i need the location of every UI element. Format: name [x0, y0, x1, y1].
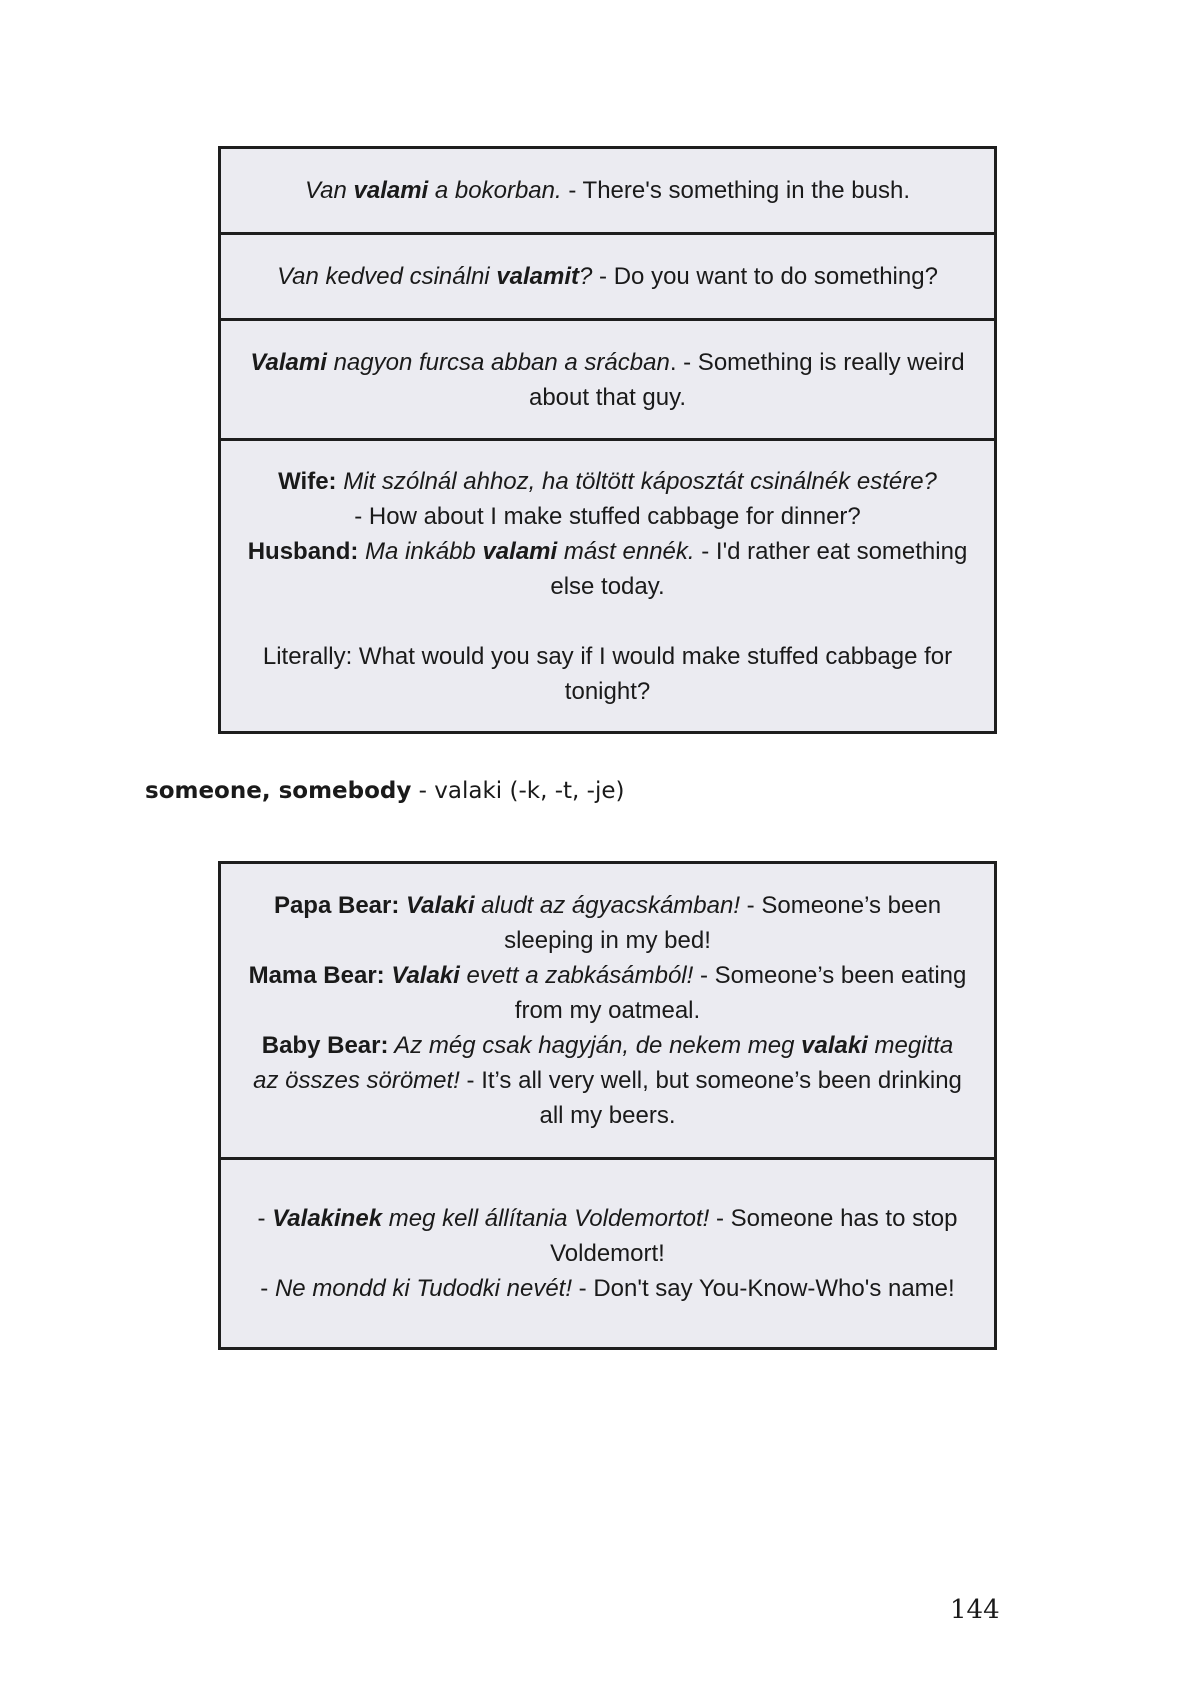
example-sentence — [247, 259, 968, 294]
hungarian-text: Ma inkább — [358, 537, 483, 565]
mama-bear-line — [247, 958, 968, 1028]
hungarian-text: Ne mondd ki Tudodki nevét! — [274, 1275, 573, 1302]
hungarian-text: megitta az összes sörömet! — [253, 1032, 954, 1094]
dialogue-line — [247, 1271, 968, 1306]
hungarian-text: a bokorban. — [428, 177, 562, 204]
english-translation: - I'd rather eat something else today. — [550, 537, 968, 600]
papa-bear-line — [247, 888, 968, 958]
example-row-dialogue — [221, 441, 994, 734]
hungarian-text: mást ennék. — [557, 537, 695, 565]
spacer — [247, 604, 968, 639]
english-translation: - It’s all very well, but someone’s been drinking all my beers. — [459, 1067, 962, 1129]
keyword: Valaki — [391, 962, 460, 989]
english-translation: - Someone’s been eating from my oatmeal. — [514, 962, 967, 1024]
hungarian-text: nagyon furcsa abban a srácban — [326, 348, 670, 376]
keyword: valami — [482, 537, 558, 565]
husband-line — [247, 534, 968, 604]
hungarian-text: Az még csak hagyján, de nekem meg — [388, 1032, 802, 1059]
example-sentence — [247, 173, 968, 208]
heading-translation: - valaki (-k, -t, -je) — [411, 778, 625, 804]
english-translation: - Do you want to do something? — [592, 263, 938, 290]
keyword: valaki — [801, 1032, 868, 1059]
speaker-label: Baby Bear: — [261, 1032, 389, 1059]
example-sentence — [247, 345, 968, 415]
page-number: 144 — [950, 1595, 1000, 1625]
keyword: valamit — [496, 263, 580, 290]
baby-bear-line — [247, 1028, 968, 1133]
speaker-label: Husband: — [247, 537, 359, 565]
hungarian-text: aludt az ágyacskámban! — [474, 892, 741, 919]
dash: - — [260, 1275, 275, 1302]
example-row — [221, 149, 994, 235]
heading-term: someone, somebody — [145, 778, 412, 804]
example-box-valaki — [218, 861, 997, 1350]
keyword: valami — [353, 177, 429, 204]
english-translation: - There's something in the bush. — [561, 177, 910, 204]
hungarian-text: Van kedved csinálni — [277, 263, 497, 290]
hungarian-text: evett a zabkásámból! — [459, 962, 694, 989]
english-translation: - Don't say You-Know-Who's name! — [572, 1275, 955, 1302]
wife-line — [247, 464, 968, 499]
dialogue-line — [247, 1201, 968, 1271]
speaker-label: Wife: — [278, 467, 337, 495]
example-row-dialogue — [221, 1160, 994, 1350]
keyword: Valaki — [406, 892, 475, 919]
hungarian-text: meg kell állítania Voldemortot! — [382, 1205, 710, 1232]
hungarian-text: Mit szólnál ahhoz, ha töltött káposztát csinálnék estére? — [336, 467, 937, 495]
example-row-dialogue — [221, 864, 994, 1160]
hungarian-text: ? — [579, 263, 593, 290]
dash: - — [257, 1205, 273, 1232]
english-translation: - Someone has to stop Voldemort! — [550, 1205, 958, 1267]
english-translation: . - Something is really weird about that guy. — [528, 348, 965, 411]
example-box-valami — [218, 146, 997, 734]
speaker-label: Mama Bear: — [248, 962, 385, 989]
hungarian-text: Van — [305, 177, 354, 204]
speaker-label: Papa Bear: — [273, 892, 400, 919]
section-heading — [145, 778, 624, 804]
english-translation: - Someone’s been sleeping in my bed! — [504, 892, 942, 954]
english-translation: - How about I make stuffed cabbage for dinner? — [354, 502, 861, 530]
keyword: Valami — [250, 348, 327, 376]
example-row — [221, 321, 994, 441]
keyword: Valakinek — [272, 1205, 383, 1232]
literal-translation: Literally: What would you say if I would make stuffed cabbage for tonight? — [262, 642, 953, 705]
example-row — [221, 235, 994, 321]
